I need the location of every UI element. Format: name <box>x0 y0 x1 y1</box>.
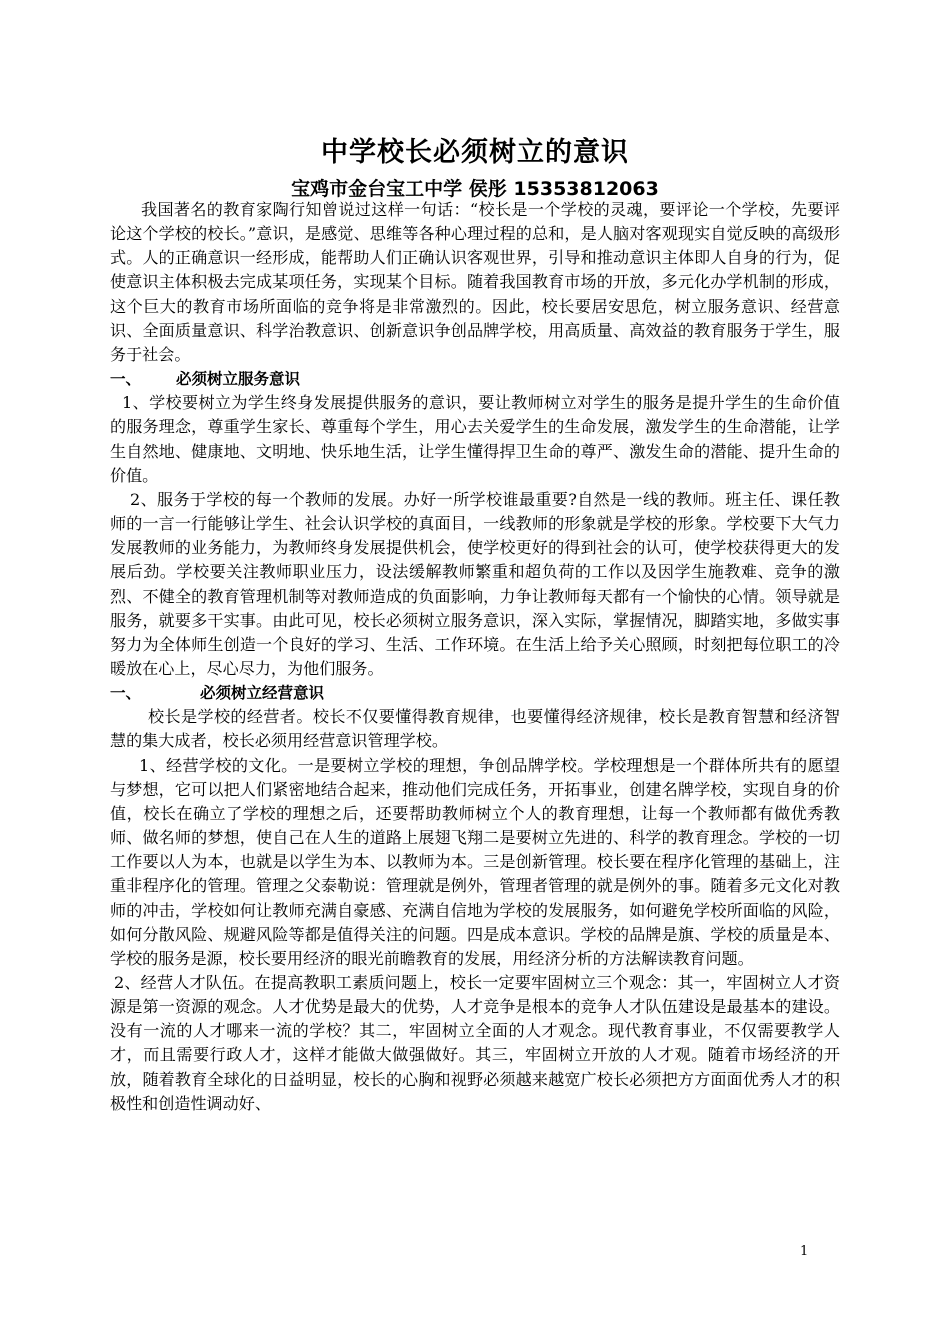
body-paragraph: 1、经营学校的文化。一是要树立学校的理想，争创品牌学校。学校理想是一个群体所共有的愿望与梦想，它可以把人们紧密地结合起来，推动他们完成任务，开拓事业，创建名牌学校，实现自身的价值，校长在确立了学校的理想之后，还要帮助教师树立个人的教育理想，让每一个教师都有做优秀教师、做名师的梦想，使自己在人生的道路上展翅飞翔二是要树立先进的、科学的教育理念。学校的一切工作要以人为本，也就是以学生为本、以教师为本。三是创新管理。校长要在程序化管理的基础上，注重非程序化的管理。管理之父泰勒说：管理就是例外，管理者管理的就是例外的事。随着多元文化对教师的冲击，学校如何让教师充满自豪感、充满自信地为学校的发展服务，如何避免学校所面临的风险，如何分散风险、规避风险等都是值得关注的问题。四是成本意识。学校的品牌是旗、学校的质量是本、学校的服务是源，校长要用经济的眼光前瞻教育的发展，用经济分析的方法解读教育问题。 <box>110 755 840 968</box>
body-paragraph: 2、经营人才队伍。在提高教职工素质问题上，校长一定要牢固树立三个观念：其一，牢固树立人才资源是第一资源的观念。人才优势是最大的优势，人才竞争是根本的竞争人才队伍建设是最基本的建设。没有一流的人才哪来一流的学校？其二，牢固树立全面的人才观念。现代教育事业，不仅需要教学人才，而且需要行政人才，这样才能做大做强做好。其三，牢固树立开放的人才观。随着市场经济的开放，随着教育全球化的日益明显，校长的心胸和视野必须越来越宽广校长必须把方方面面优秀人才的积极性和创造性调动好、 <box>110 973 840 1113</box>
section-heading-management <box>110 681 840 705</box>
section-heading-service <box>110 367 840 391</box>
section-number: 一、 <box>110 370 142 389</box>
section-heading-text: 必须树立服务意识 <box>176 370 301 389</box>
intro-paragraph: 我国著名的教育家陶行知曾说过这样一句话：“校长是一个学校的灵魂，要评论一个学校，先要评论这个学校的校长。”意识，是感觉、思维等各种心理过程的总和，是人脑对客观现实自觉反映的高级形式。人的正确意识一经形成，能帮助人们正确认识客观世界，引导和推动意识主体即人自身的行为，促使意识主体积极去完成某项任务，实现某个目标。随着我国教育市场的开放，多元化办学机制的形成，这个巨大的教育市场所面临的竞争将是非常激烈的。因此，校长要居安思危，树立服务意识、经营意识、全面质量意识、科学治教意识、创新意识争创品牌学校，用高质量、高效益的教育服务于学生，服务于社会。 <box>110 200 840 364</box>
author-line: 宝鸡市金台宝工中学 侯彤 15353812063 <box>291 178 659 200</box>
document-body <box>110 198 840 1116</box>
body-paragraph: 2、服务于学校的每一个教师的发展。办好一所学校谁最重要?自然是一线的教师。班主任、课任教师的一言一行能够让学生、社会认识学校的真面目，一线教师的形象就是学校的形象。学校要下大气力发展教师的业务能力，为教师终身发展提供机会，使学校更好的得到社会的认可，使学校获得更大的发展后劲。学校要关注教师职业压力，设法缓解教师繁重和超负荷的工作以及因学生施教难、竞争的激烈、不健全的教育管理机制等对教师造成的负面影响，力争让教师每天都有一个愉快的心情。领导就是服务，就要多干实事。由此可见，校长必须树立服务意识，深入实际，掌握情况，脚踏实地，多做实事努力为全体师生创造一个良好的学习、生活、工作环境。在生活上给予关心照顾，时刻把每位职工的冷暖放在心上，尽心尽力，为他们服务。 <box>110 489 840 678</box>
section-heading-text: 必须树立经营意识 <box>200 684 325 703</box>
body-paragraph: 校长是学校的经营者。校长不仅要懂得教育规律，也要懂得经济规律，校长是教育智慧和经济智慧的集大成者，校长必须用经营意识管理学校。 <box>110 707 840 751</box>
page-number: 1 <box>800 1244 809 1259</box>
body-paragraph: 1、学校要树立为学生终身发展提供服务的意识，要让教师树立对学生的服务是提升学生的生命价值的服务理念，尊重学生家长、尊重每个学生，用心去关爱学生的生命发展，激发学生的生命潜能，让学生自然地、健康地、文明地、快乐地生活，让学生懂得捍卫生命的尊严、激发生命的潜能、提升生命的价值。 <box>110 393 840 485</box>
section-number: 一、 <box>110 684 142 703</box>
document-title: 中学校长必须树立的意识 <box>321 137 629 168</box>
